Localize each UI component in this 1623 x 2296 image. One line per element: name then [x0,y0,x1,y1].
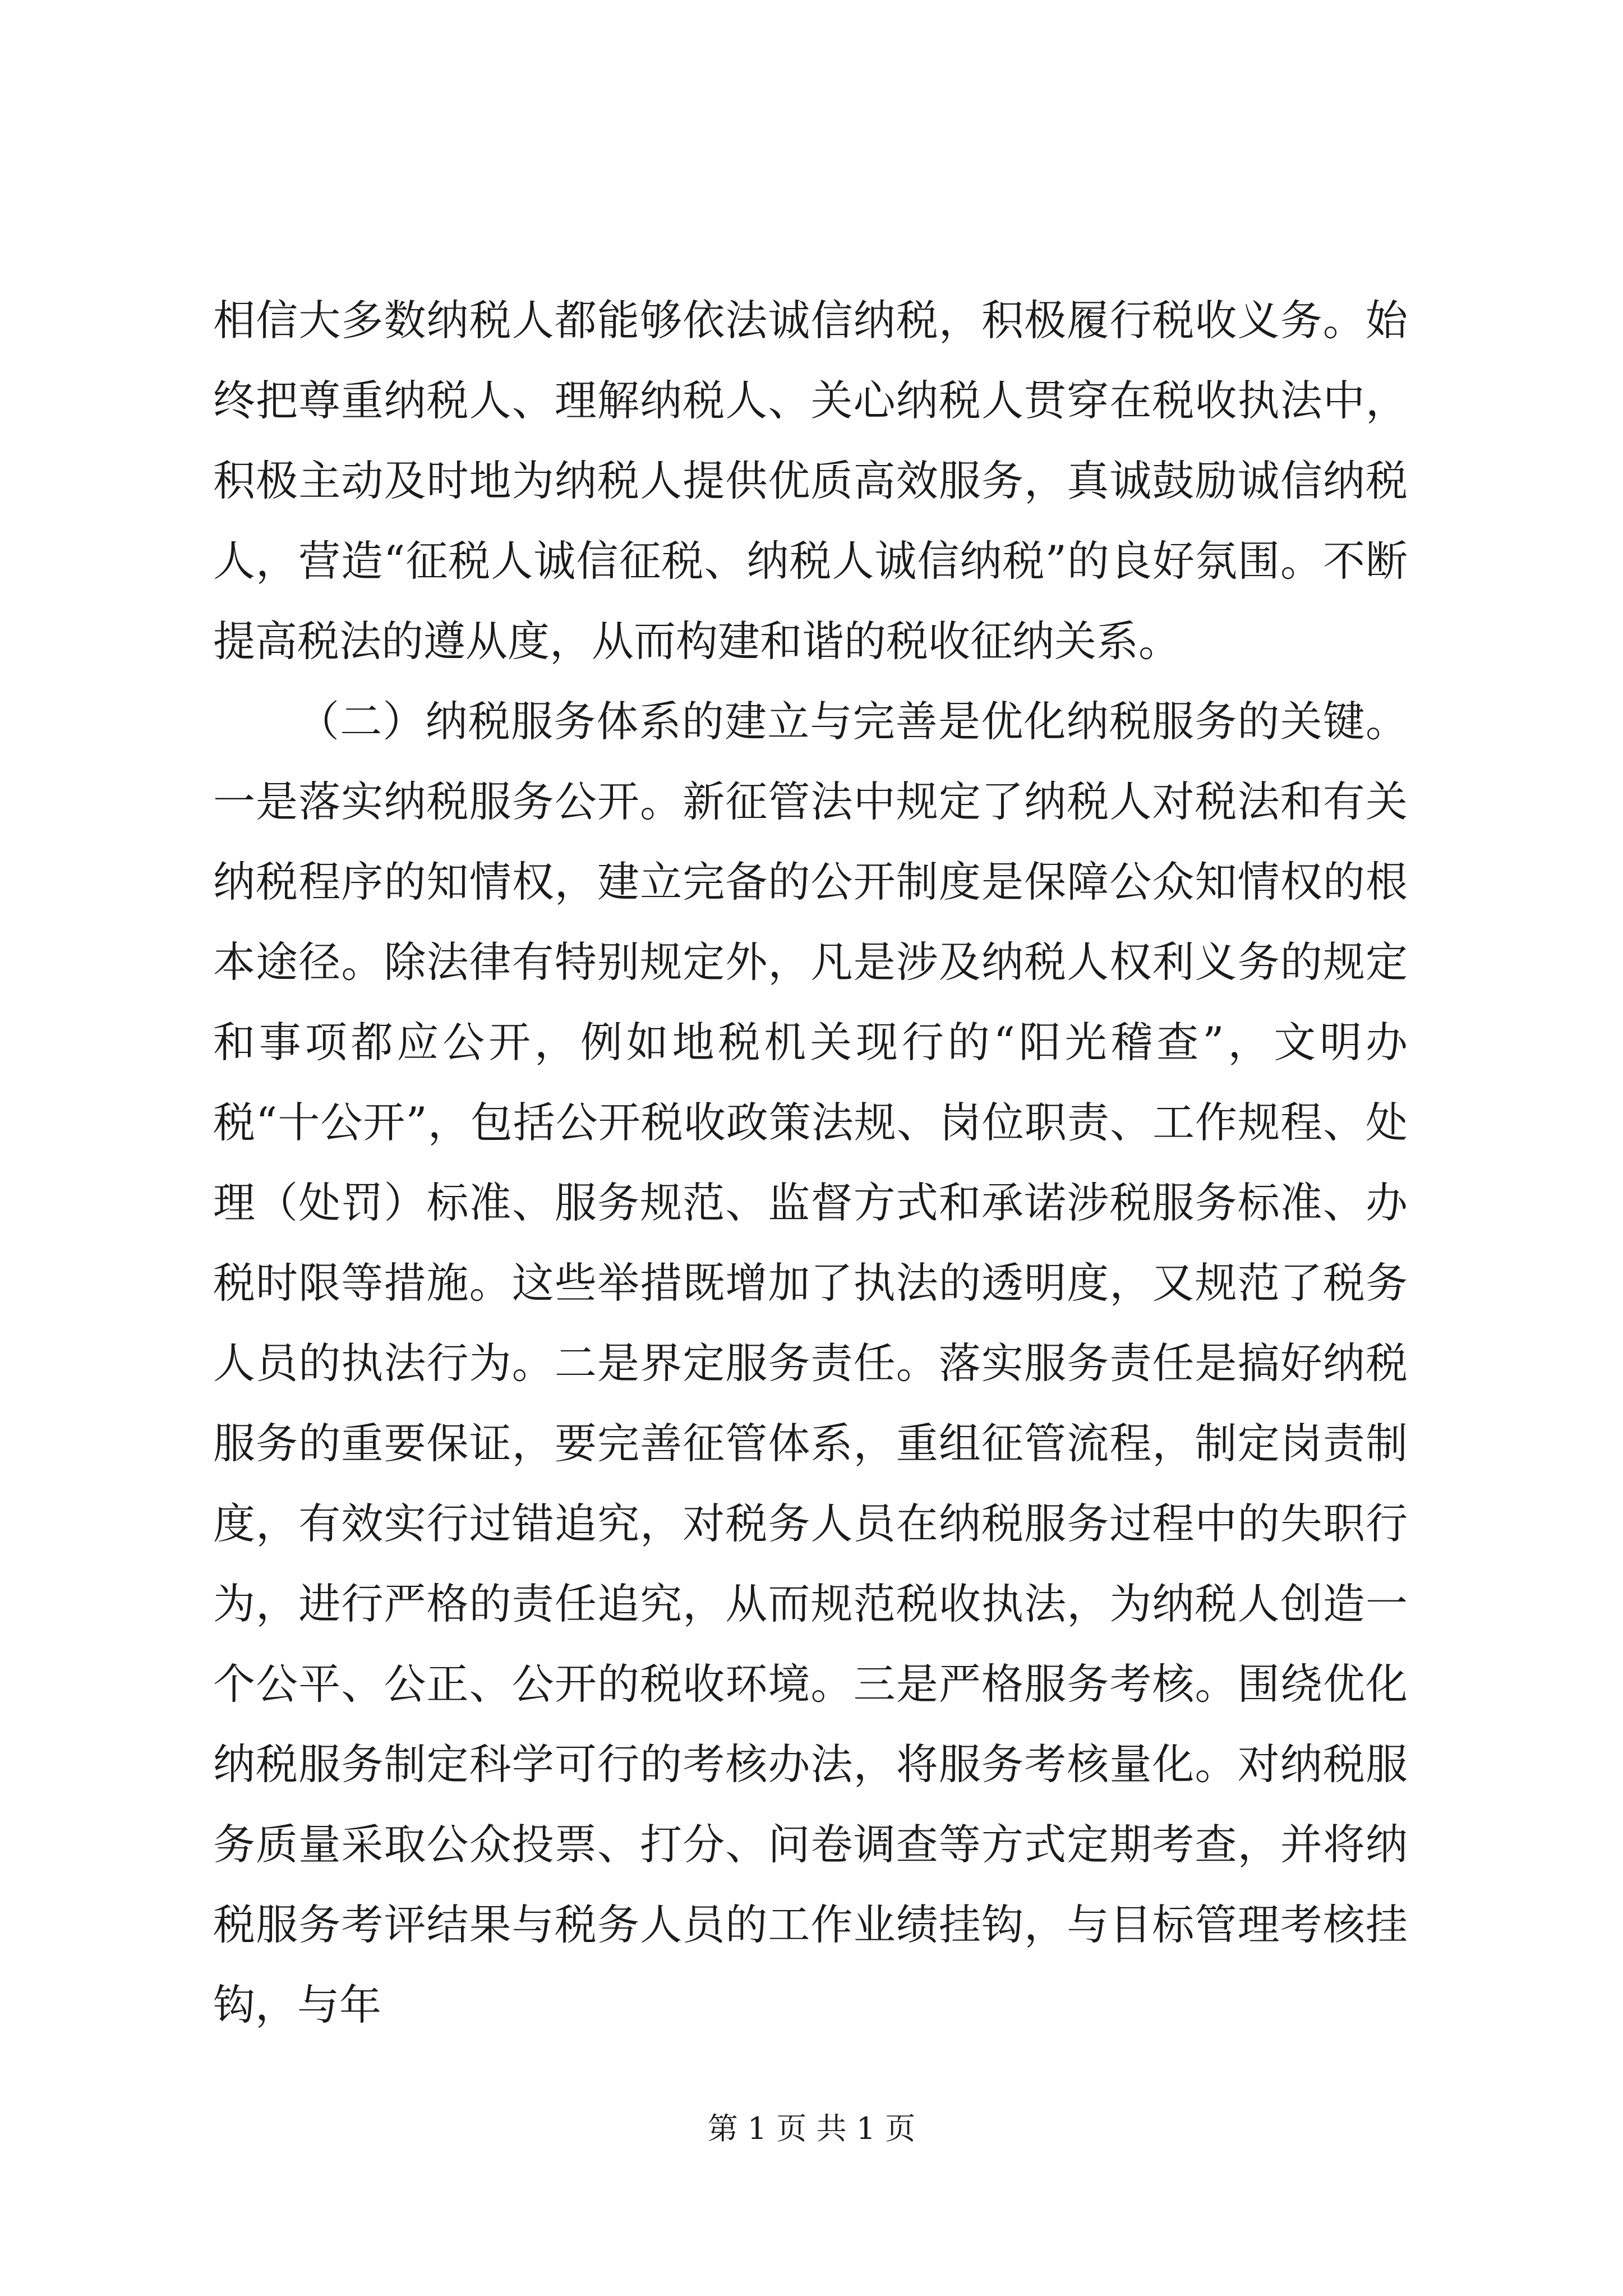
document-body [213,280,1408,2045]
page-number-label: 第 1 页 共 1 页 [707,2111,916,2146]
paragraph-section-two: （二）纳税服务体系的建立与完善是优化纳税服务的关键。一是落实纳税服务公开。新征管法中规定了纳税人对税法和有关纳税程序的知情权，建立完备的公开制度是保障公众知情权的根本途径。除法律有特别规定外，凡是涉及纳税人权利义务的规定和事项都应公开，例如地税机关现行的“阳光稽查”，文明办税“十公开”，包括公开税收政策法规、岗位职责、工作规程、处理（处罚）标准、服务规范、监督方式和承诺涉税服务标准、办税时限等措施。这些举措既增加了执法的透明度，又规范了税务人员的执法行为。二是界定服务责任。落实服务责任是搞好纳税服务的重要保证，要完善征管体系，重组征管流程，制定岗责制度，有效实行过错追究，对税务人员在纳税服务过程中的失职行为，进行严格的责任追究，从而规范税收执法，为纳税人创造一个公平、公正、公开的税收环境。三是严格服务考核。围绕优化纳税服务制定科学可行的考核办法，将服务考核量化。对纳税服务质量采取公众投票、打分、问卷调查等方式定期考查，并将纳税服务考评结果与税务人员的工作业绩挂钩，与目标管理考核挂钩，与年 [213,697,1408,2030]
paragraph-continuation: 相信大多数纳税人都能够依法诚信纳税，积极履行税收义务。始终把尊重纳税人、理解纳税人、关心纳税人贯穿在税收执法中，积极主动及时地为纳税人提供优质高效服务，真诚鼓励诚信纳税人，营造“征税人诚信征税、纳税人诚信纳税”的良好氛围。不断提高税法的遵从度，从而构建和谐的税收征纳关系。 [213,296,1408,666]
page-footer [0,2109,1623,2148]
